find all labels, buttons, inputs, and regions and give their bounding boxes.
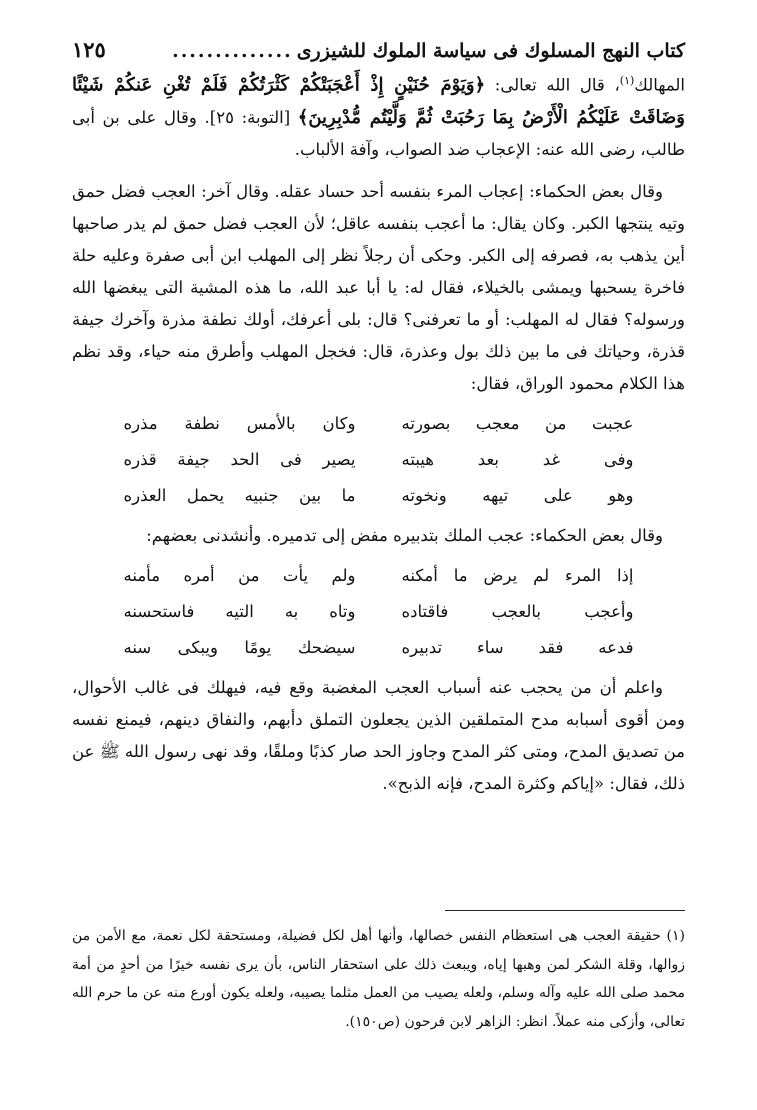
footnote-reference: (١) [619, 74, 635, 87]
poem-verse [72, 406, 685, 442]
paragraph-praise-warning: واعلم أن من يحجب عنه أسباب العجب المغضبة وقع فيه، فيهلك فى غالب الأحوال، ومن أقوى أسبابه مدح المتملقين الذين يجعلون التملق دأبهم، والنفاق دينهم، فيمنع نفسه من تصديق المدح، ومتى كثر المدح وجاوز الحد صار كذبًا وملقًا، وقد نهى رسول الله ﷺ عن ذلك، فقال: «إياكم وكثرة المدح، فإنه الذبح». [72, 677, 685, 793]
verse-second-hemistich: سيضحك يومًا ويبكى سنه [123, 637, 356, 657]
verse-first-hemistich: عجبت من معجب بصورته [401, 413, 634, 433]
poem-anonymous [72, 558, 685, 666]
paragraph-intro: ، قال الله تعالى: [485, 75, 620, 95]
verse-second-hemistich: وكان بالأمس نطفة مذره [123, 413, 356, 433]
verse-first-hemistich: وهو على تيهه ونخوته [401, 485, 634, 505]
footnote-separator [445, 910, 685, 911]
poem-verse [72, 442, 685, 478]
verse-second-hemistich: ولم يأت من أمره مأمنه [123, 565, 356, 585]
verse-second-hemistich: ما بين جنبيه يحمل العذره [123, 485, 356, 505]
running-header [72, 36, 685, 65]
paragraph-king-self-admiration: وقال بعض الحكماء: عجب الملك بتدبيره مفض إلى تدميره. وأنشدنى بعضهم: [146, 525, 663, 545]
page-number: ١٢٥ [72, 37, 106, 62]
paragraph-wisdom: وقال بعض الحكماء: إعجاب المرء بنفسه أحد حساد عقله. وقال آخر: العجب فضل حمق وتيه ينتجها الكبر. وكان يقال: ما أعجب بنفسه عاقل؛ لأن العجب فضل حمق لم يدر صاحبها أين يذهب به، فصرفه إلى الكبر. وحكى أن رجلاً نظر إلى المهلب ابن أبى صفرة وعليه حلة فاخرة يسحبها ويمشى بالخيلاء، فقال له: يا أبا عبد الله، ما هذه المشية التى يبغضها الله ورسوله؟ فقال له المهلب: أو ما تعرفنى؟ قال: بلى أعرفك، أولك نطفة مذرة وآخرك جيفة قذرة، وحياتك فى ما بين ذلك بول وعذرة، قال: فخجل المهلب وأطرق منه حياء، وقد نظم هذا الكلام محمود الوراق، فقال: [72, 181, 685, 393]
paragraph-lead: المهالك [634, 75, 686, 95]
verse-second-hemistich: وتاه به التيه فاستحسنه [123, 601, 356, 621]
poem-mahmoud-alwarraq [72, 406, 685, 514]
header-leader-dots: .............. [172, 40, 293, 62]
verse-second-hemistich: يصير فى الحد جيفة قذره [123, 449, 356, 469]
quran-verse: ﴿وَيَوْمَ حُنَيْنٍ إِذْ أَعْجَبَتْكُمْ كَثْرَتُكُمْ فَلَمْ تُغْنِ عَنكُمْ شَيْئًا وَضَاقَتْ عَلَيْكُمُ الْأَرْضُ بِمَا رَحُبَتْ ثُمَّ وَلَّيْتُم مُّدْبِرِينَ﴾ [72, 74, 685, 128]
verse-first-hemistich: وفى غد بعد هيبته [401, 449, 634, 469]
paragraph-quran-citation [72, 65, 685, 166]
poem-verse [72, 478, 685, 514]
poem-verse [72, 630, 685, 666]
poem-verse [72, 594, 685, 630]
verse-first-hemistich: وأعجب بالعجب فاقتاده [401, 601, 634, 621]
book-title: كتاب النهج المسلوك فى سياسة الملوك للشيزرى [296, 40, 685, 62]
footnote: (١) حقيقة العجب هى استعظام النفس خصالها، وأنها أهل لكل فضيلة، ومستحقة لكل نعمة، مع الأمن من زوالها، وقلة الشكر لمن وهبها إياه، ويبعث ذلك على استحقار الناس، بأن يرى نفسه خيرًا من أحدٍ من أمة محمد صلى الله عليه وآله وسلم، ولعله يصيب من العمل مثلما يصيبه، ولعله يكون أورع منه عن ما حرم الله تعالى، وأزكى منه عملاً. انظر: الزاهر لابن فرحون (ص١٥٠). [72, 928, 685, 1030]
verse-first-hemistich: فدعه فقد ساء تدبيره [401, 637, 634, 657]
paragraph-tail: [التوبة: ٢٥]. وقال على بن أبى طالب، رضى الله عنه: الإعجاب ضد الصواب، وآفة الألباب. [72, 107, 685, 159]
poem-verse [72, 558, 685, 594]
verse-first-hemistich: إذا المرء لم يرض ما أمكنه [401, 565, 634, 585]
